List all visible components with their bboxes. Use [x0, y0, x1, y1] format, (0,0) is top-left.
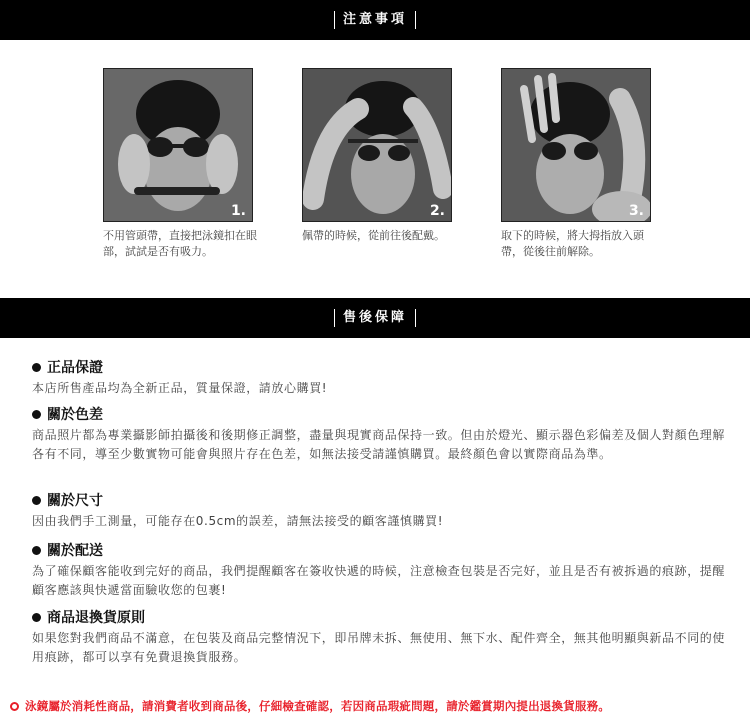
section-size: [32, 490, 732, 531]
section-body: 如果您對我們商品不滿意，在包裝及商品完整情況下，即吊牌未拆、無使用、無下水、配件齊全，無其他明顯與新品不同的使用痕跡，都可以享有免費退換貨服務。: [32, 631, 726, 664]
after-sales-header-bar: [0, 298, 750, 338]
notice-header-title: 注意事項: [334, 11, 416, 29]
section-shipping: [32, 540, 732, 600]
step-3-number: 3.: [628, 203, 644, 219]
step-1-number: 1.: [230, 203, 246, 219]
section-color: [32, 404, 732, 464]
section-heading: 關於配送: [47, 543, 103, 559]
bullet-dot: [32, 496, 41, 505]
section-heading: 正品保證: [47, 360, 103, 376]
step-1-photo: [103, 68, 253, 222]
bullet-dot: [32, 546, 41, 555]
bullet-dot: [32, 363, 41, 372]
section-body: 為了確保顧客能收到完好的商品，我們提醒顧客在簽收快遞的時候，注意檢查包裝是否完好，並且是否有被拆過的痕跡，提醒顧客應該與快遞當面驗收您的包裹!: [32, 564, 726, 597]
consumable-notice-text: 泳鏡屬於消耗性商品，請消費者收到商品後，仔細檢查確認，若因商品瑕疵問題，請於鑑賞期內提出退換貨服務。: [25, 699, 610, 713]
section-returns: [32, 607, 732, 667]
bullet-dot: [32, 613, 41, 622]
section-genuine: [32, 357, 732, 398]
step-3-caption: 取下的時候，將大拇指放入頭帶，從後往前解除。: [501, 229, 644, 258]
step-2-caption: 佩帶的時候，從前往後配戴。: [302, 229, 445, 242]
step-1-caption: 不用管頭帶，直接把泳鏡扣在眼部，試試是否有吸力。: [103, 229, 257, 258]
bullet-dot: [32, 410, 41, 419]
notice-header-bar: [0, 0, 750, 40]
section-heading: 商品退換貨原則: [47, 610, 145, 626]
section-body: 因由我們手工測量，可能存在0.5cm的誤差，請無法接受的顧客謹慎購買!: [32, 514, 444, 528]
circle-icon: [10, 702, 19, 711]
step-2-photo: [302, 68, 452, 222]
section-body: 商品照片都為專業攝影師拍攝後和後期修正調整，盡量與現實商品保持一致。但由於燈光、顯示器色彩偏差及個人對顏色理解各有不同，導至少數實物可能會與照片存在色差，如無法接受請謹慎購買。最終顏色會以實際商品為準。: [32, 428, 726, 461]
section-body: 本店所售產品均為全新正品，質量保證，請放心購買!: [32, 381, 328, 395]
after-sales-header-title: 售後保障: [334, 309, 416, 327]
section-heading: 關於色差: [47, 407, 103, 423]
step-2-number: 2.: [429, 203, 445, 219]
section-heading: 關於尺寸: [47, 493, 103, 509]
step-3-photo: [501, 68, 651, 222]
consumable-notice: [10, 698, 750, 714]
